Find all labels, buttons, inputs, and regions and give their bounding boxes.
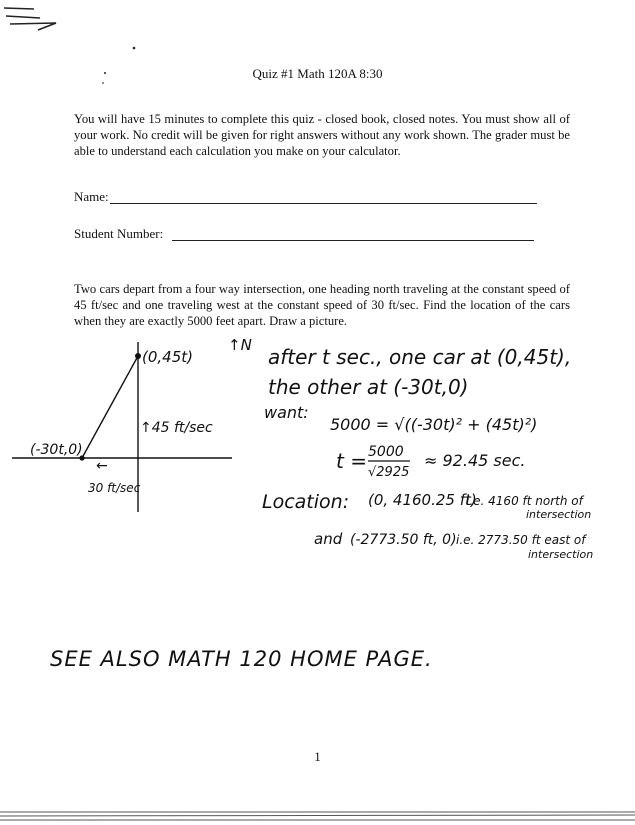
page-title: Quiz #1 Math 120A 8:30 — [252, 66, 383, 81]
location-label: Location: — [262, 491, 350, 513]
west-location: (-2773.50 ft, 0) — [350, 532, 457, 548]
north-location-note: i.e. 4160 ft north of — [466, 494, 583, 508]
west-speed-label: 30 ft/sec — [88, 481, 141, 495]
north-location-note-2: intersection — [526, 508, 592, 521]
west-location-note-2: intersection — [528, 548, 594, 561]
north-speed-label: ↑45 ft/sec — [140, 420, 213, 436]
problem-statement: Two cars depart from a four way intersection, one heading north traveling at the constant speed of 45 ft/sec and one traveling west at the constant speed of 30 ft/sec. Find the location of the cars when they are exactly 5000 feet apart. Draw a picture. — [74, 282, 570, 328]
solution-line-1: after t sec., one car at (0,45t), — [268, 345, 572, 369]
t-result: ≈ 92.45 sec. — [424, 451, 526, 470]
page-number: 1 — [314, 749, 321, 764]
west-point-label: (-30t,0) — [30, 442, 83, 458]
scan-speck — [133, 47, 136, 50]
west-arrow: ← — [96, 458, 108, 474]
north-point-label: (0,45t) — [142, 348, 193, 366]
student-number-label: Student Number: — [74, 226, 164, 241]
t-denominator: √2925 — [368, 465, 410, 480]
scan-speck — [104, 72, 106, 74]
scan-border — [0, 812, 635, 820]
north-arrow-label: ↑N — [228, 336, 252, 354]
instructions-paragraph: You will have 15 minutes to complete this quiz - closed book, closed notes. You must show all of your work. No credit will be given for right answers without any work shown. The grader must be able to understand each calculation you make on your calculator. — [74, 112, 570, 158]
solution-line-2: the other at (-30t,0) — [268, 375, 469, 399]
scan-speck — [102, 82, 104, 84]
see-also-note: SEE ALSO MATH 120 HOME PAGE. — [50, 647, 433, 671]
name-label: Name: — [74, 189, 109, 204]
scan-mark — [4, 8, 56, 30]
north-car-dot — [135, 353, 141, 359]
distance-equation: 5000 = √((-30t)² + (45t)²) — [330, 415, 538, 434]
distance-line — [82, 356, 138, 458]
north-location: (0, 4160.25 ft) — [368, 491, 477, 509]
t-numerator: 5000 — [368, 444, 404, 460]
west-location-note: i.e. 2773.50 ft east of — [456, 533, 586, 547]
t-prefix: t = — [336, 449, 367, 473]
want-label: want: — [264, 403, 309, 422]
and-word: and — [314, 530, 343, 548]
